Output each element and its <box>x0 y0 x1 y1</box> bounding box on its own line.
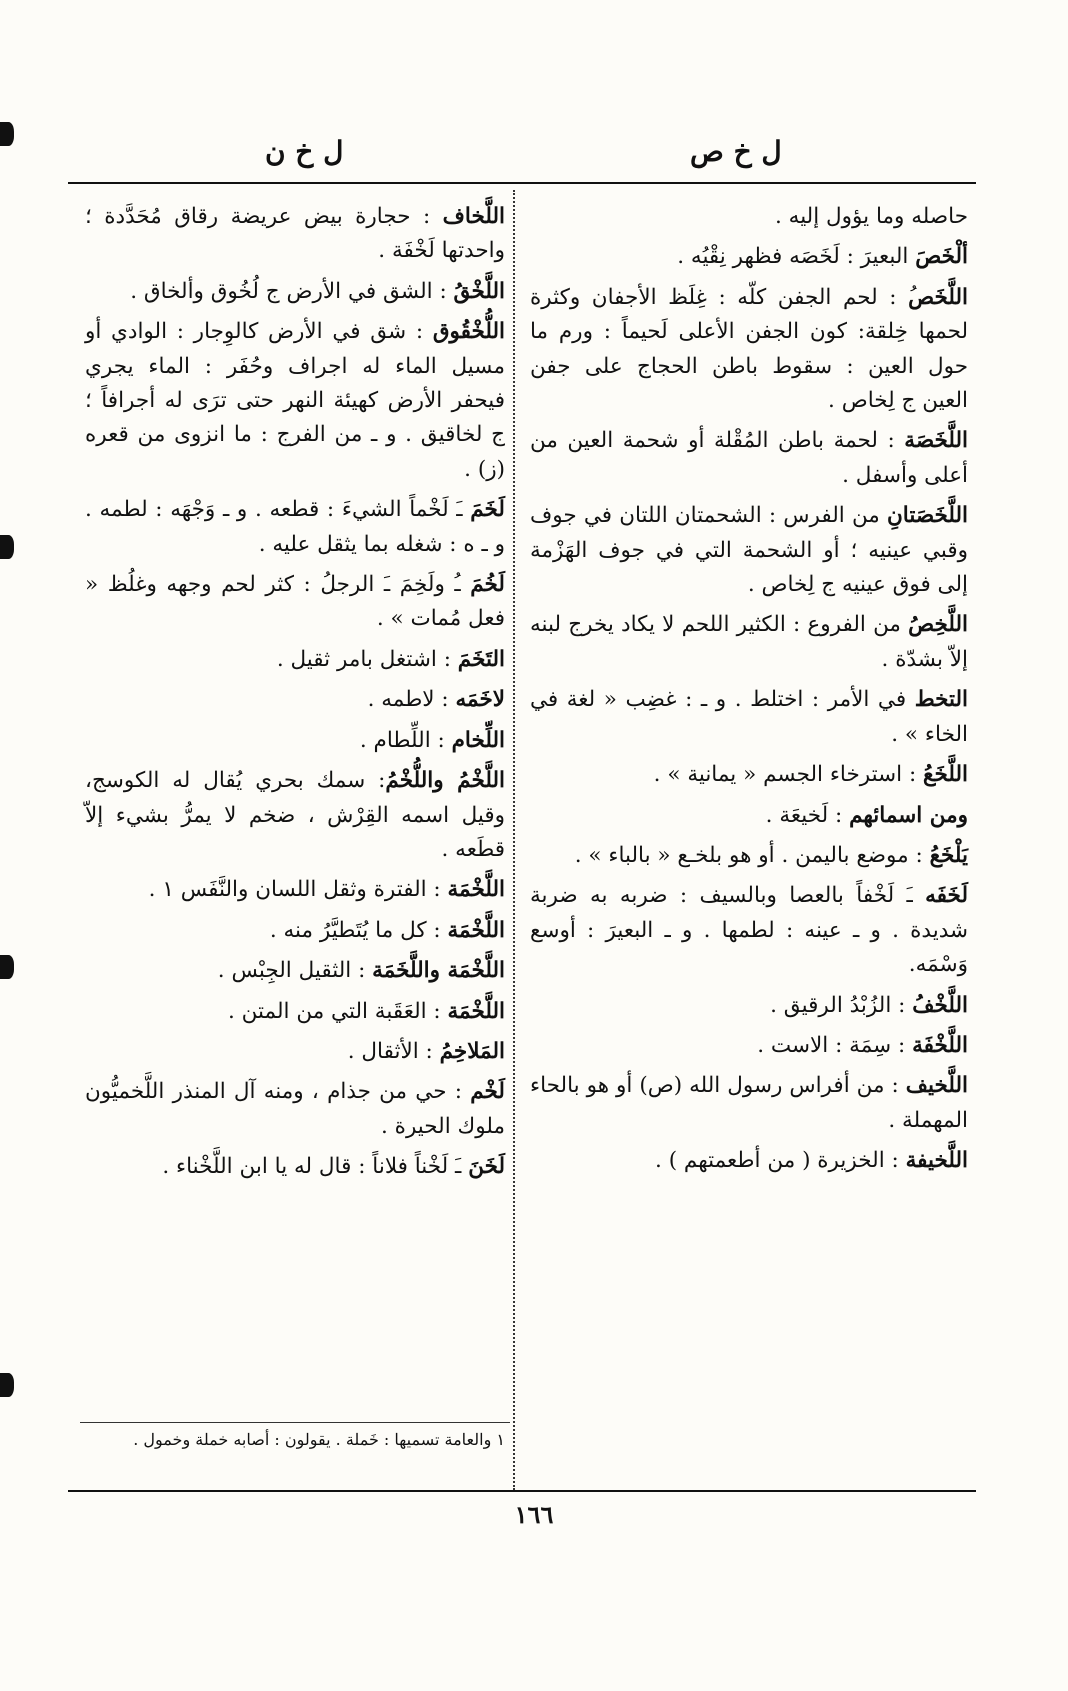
margin-mark <box>0 955 14 979</box>
definition: : من أفراس رسول الله (ص) أو هو بالحاء المهملة . <box>530 1073 968 1133</box>
entry <box>530 683 968 752</box>
headword: اللَّخْمُ واللُّخْمُ <box>385 768 505 794</box>
entry <box>85 643 505 677</box>
headword: لَخَفَه <box>925 883 968 909</box>
entry <box>530 200 968 234</box>
headword: اللُّخْقُوق <box>432 319 505 345</box>
definition: ـُ ولَخِمَ ـَ الرجلُ : كثر لحم وجهه وغلُظ « فعل مُمات » . <box>85 572 505 632</box>
header-root-right: ل خ ص <box>690 135 782 168</box>
definition: : اللِّطام . <box>359 727 452 753</box>
entry <box>530 281 968 419</box>
headword: اللَّخيف <box>905 1073 968 1099</box>
entry <box>85 995 505 1029</box>
entry <box>530 989 968 1023</box>
headword: المَلاخِمُ <box>439 1038 505 1064</box>
entry <box>530 608 968 677</box>
entry <box>530 879 968 982</box>
definition: : كل ما يُتَطيَّرُ منه . <box>269 917 448 943</box>
entry <box>85 914 505 948</box>
headword: اللَّخَعُ <box>923 762 968 788</box>
definition: ـَ لَخْفاً بالعصا وبالسيف : ضربه به ضربة شديدة . و ـ عينه : لطمها . و ـ البعيرَ : أوسع وَسْمَه. <box>530 883 968 978</box>
headword: يَلْخَعُ <box>929 842 968 868</box>
headword: اللَّخَص <box>908 284 968 310</box>
headword: اللَّخْفُ <box>912 992 968 1018</box>
entry <box>85 568 505 637</box>
headword: اللَّخِصُ <box>908 612 968 638</box>
entry <box>85 275 505 309</box>
definition: : حجارة بيض عريضة رقاق مُحَدَّدة ؛ واحدتها لَخْفَة . <box>85 204 505 264</box>
entry <box>85 1075 505 1144</box>
definition: : العَقَبة التي من المتن . <box>228 998 448 1024</box>
entry <box>85 873 505 907</box>
entry <box>85 724 505 758</box>
margin-mark <box>0 535 14 559</box>
definition: : سِمَة : الاست . <box>757 1032 913 1058</box>
definition: : اشتغل بامر ثقيل . <box>276 646 458 672</box>
entry <box>85 493 505 562</box>
entry <box>530 499 968 602</box>
definition: : لحمة باطن المُقْلة أو شحمة العين من أعلى وأسفل . <box>530 428 968 488</box>
entry <box>530 1069 968 1138</box>
headword: لَخُمَ <box>470 572 505 598</box>
definition: : حي من جذام ، ومنه آل المنذر اللَّخميُّون ملوك الحيرة . <box>85 1079 505 1139</box>
definition: : سمك بحري يُقال له الكوسج، وقيل اسمه القِرْش ، ضخم لا يمرُّ بشيء إلاّ قطَعه . <box>85 768 505 862</box>
entry <box>85 954 505 988</box>
definition: من الفرس : الشحمتان اللتان في جوف وقبي عينيه ؛ أو الشحمة التي في جوف الهَزْمة إلى فوق عينيه ج لِخاص . <box>530 503 968 598</box>
definition: : الشق في الأرض ج لُخُوق وألخاق . <box>130 278 454 304</box>
definition: : شق في الأرض كالوِجار : الوادي أو مسيل الماء له اجراف وحُفَر : الماء يجري فيحفر الأرض كهيئة النهر حتى ترَى له أجرافاً ؛ ج لخاقيق . و ـ من الفرج : ما انزوى من قعره (ز) . <box>85 319 505 482</box>
definition: : الفترة وثقل اللسان والنَّفَس ١ . <box>148 877 448 903</box>
entry <box>85 764 505 867</box>
entry <box>85 1150 505 1184</box>
entry <box>530 799 968 833</box>
definition: : الثقيل الجِبْس . <box>217 958 373 984</box>
entry <box>530 1029 968 1063</box>
definition: : استرخاء الجسم « يمانية » . <box>653 762 924 788</box>
headword: التَخَمَ <box>457 646 505 672</box>
headword: اللَّخْقُ <box>453 278 505 304</box>
headword: اللَّخَصَة <box>904 428 968 454</box>
definition: ُ : لحم الجفن كلّه : غِلَظ الأجفان وكثرة لحمها خِلقة: كون الجفن الأعلى لَحيماً : ورم ما حول العين : سقوط باطن الحجاج على جفن العين ج لِخاص . <box>530 284 968 414</box>
footnote-rule <box>80 1422 510 1423</box>
definition: البعيرَ : لَخَصَه فظهر نِقْيُه . <box>677 244 909 270</box>
column-divider <box>513 190 515 1490</box>
headword: لَخَمَ <box>470 497 505 523</box>
definition: : الخزيرة ( من أطعمتهم ) . <box>655 1148 906 1174</box>
entry <box>530 839 968 873</box>
headword: اللَّخْمَة <box>447 917 505 943</box>
headword: التخط <box>914 687 968 713</box>
definition: : موضع باليمن . أو هو بلخـع « بالباء » . <box>574 842 930 868</box>
headword: اللَّخْمَة واللَّخَمَة <box>372 958 505 984</box>
headword: اللَّخيفة <box>905 1148 968 1174</box>
headword: اللَّخَصَتانِ <box>887 503 968 529</box>
entry <box>530 240 968 274</box>
headword: اللَّخْفَة <box>912 1032 968 1058</box>
entry <box>85 1035 505 1069</box>
definition: : الأثقال . <box>347 1038 440 1064</box>
definition: من الفروع : الكثير اللحم لا يكاد يخرج لبنه إلاّ بشدّة . <box>530 612 968 672</box>
headword: لَخْم <box>470 1079 505 1105</box>
definition: : لَخيعَة . <box>765 802 850 828</box>
entry <box>85 683 505 717</box>
definition: حاصله وما يؤول إليه . <box>775 204 968 229</box>
margin-mark <box>0 122 14 146</box>
right-column <box>530 200 968 1185</box>
definition: : لاطمه . <box>367 687 456 713</box>
entry <box>530 758 968 792</box>
headword: اللَّخاف <box>442 204 505 229</box>
headword: لَخَنَ <box>468 1154 505 1180</box>
entry <box>85 315 505 487</box>
definition: : الزُبْدُ الرقيق . <box>770 992 913 1018</box>
headword: اللَّخْمَة <box>447 998 505 1024</box>
margin-mark <box>0 1373 14 1397</box>
left-column <box>85 200 505 1191</box>
headword: ومن اسمائهم <box>849 802 968 828</box>
headword: لاخَمَه <box>455 687 505 713</box>
entry <box>530 1144 968 1178</box>
definition: ـَ لَخْناً فلاناً : قال له يا ابن اللَّخْناء . <box>162 1154 469 1180</box>
page-number: ١٦٦ <box>514 1500 554 1529</box>
definition: في الأمر : اختلط . و ـ : غضِب « لغة في الخاء » . <box>530 687 968 747</box>
headword: اللَّخْمَة <box>447 877 505 903</box>
footnote: ١ والعامة تسميها : خَملة . يقولون : أصابه خملة وخمول . <box>133 1430 505 1449</box>
entry <box>530 424 968 493</box>
header-root-left: ل خ ن <box>265 135 344 168</box>
entry <box>85 200 505 269</box>
header-rule <box>68 182 976 184</box>
headword: اللِّخام <box>451 727 505 753</box>
footer-rule <box>68 1490 976 1492</box>
definition: ـَ لَخْماً الشيءَ : قطعه . و ـ وَجْهَه : لطمه . و ـ ه : شغله بما يثقل عليه . <box>85 497 505 557</box>
headword: ألْخَصَ <box>915 244 968 270</box>
